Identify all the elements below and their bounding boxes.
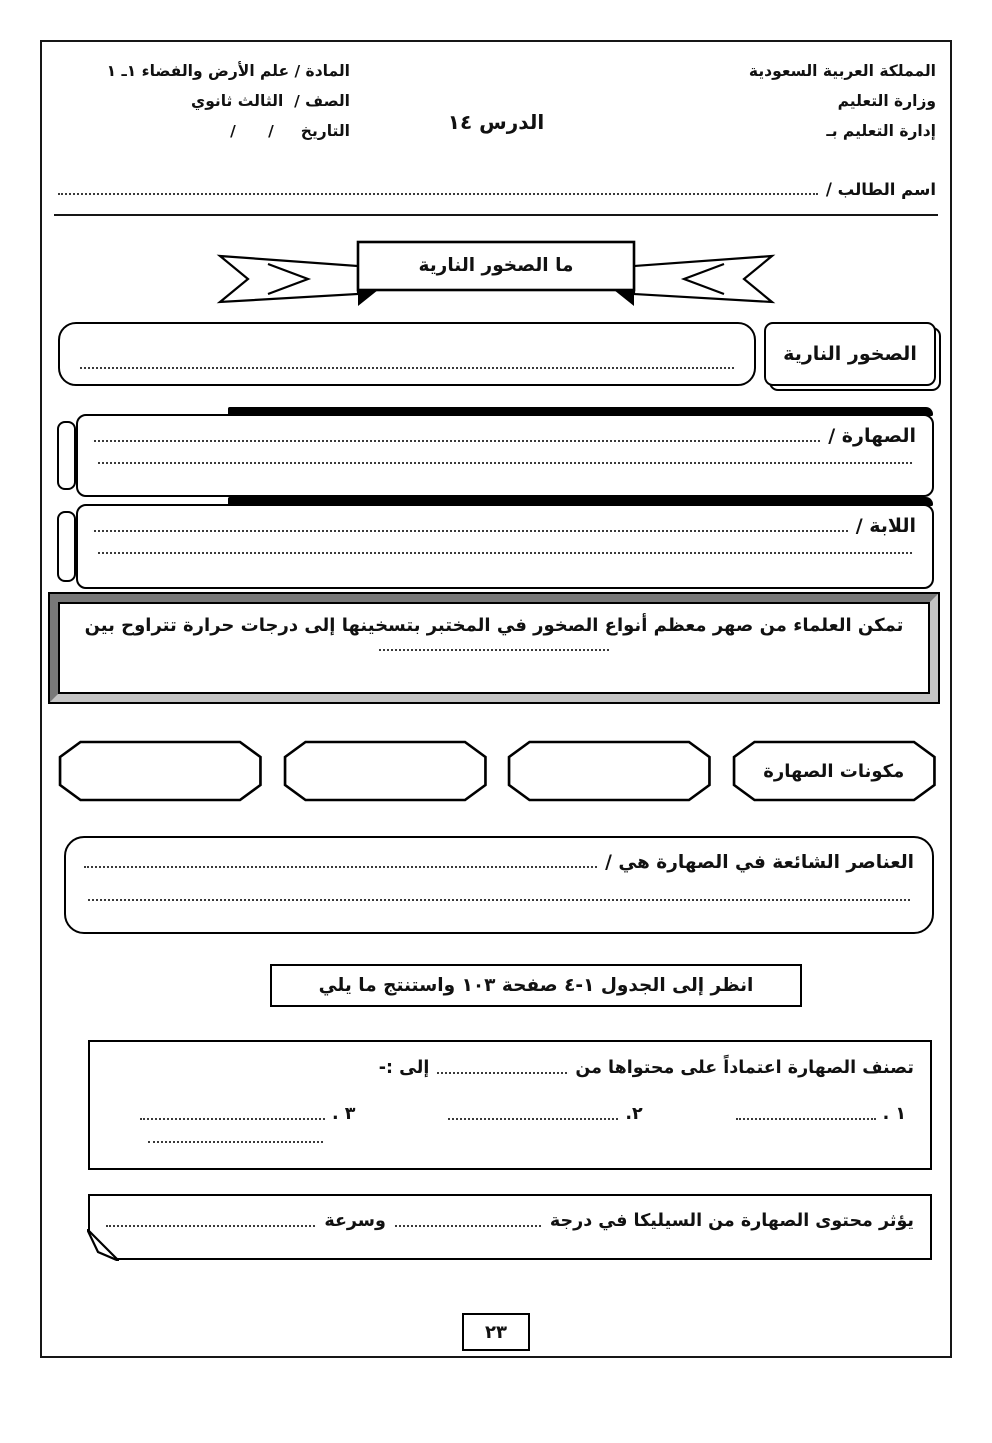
magma-components-row — [58, 740, 936, 802]
igneous-answer-box — [58, 322, 756, 386]
blank-line — [80, 363, 734, 369]
blank-line — [94, 526, 848, 532]
blank-line — [379, 645, 609, 651]
student-name-row — [58, 180, 936, 199]
blank-line — [140, 1114, 325, 1120]
grade-line: الصف / الثالث ثانوي — [190, 92, 350, 110]
scroll-edge — [57, 421, 76, 490]
title-banner — [216, 236, 776, 308]
folded-corner-icon — [87, 1229, 119, 1261]
subject-line: المادة / علم الأرض والفضاء ١ـ ١ — [106, 62, 350, 80]
lesson-title: الدرس ١٤ — [447, 110, 545, 134]
table-reference-note: انظر إلى الجدول ١-٤ صفحة ١٠٣ واستنتج ما يلي — [270, 964, 802, 1007]
worksheet-page — [40, 40, 952, 1358]
elements-label: العناصر الشائعة في الصهارة هي / — [605, 852, 914, 873]
header-divider-line — [54, 214, 938, 216]
scroll-shadow — [228, 497, 933, 506]
blank-line — [98, 458, 912, 464]
octagon-icon — [58, 740, 263, 802]
blank-line — [148, 1137, 323, 1143]
org-line-ministry: وزارة التعليم — [837, 92, 936, 110]
date-line: التاريخ / / — [230, 122, 350, 140]
scroll-shadow — [228, 407, 933, 416]
igneous-label-box: الصخور النارية — [764, 322, 936, 386]
item-number: ٣ . — [332, 1104, 356, 1124]
blank-line — [106, 1221, 315, 1227]
classify-tail-text: إلى :- — [378, 1058, 430, 1078]
magma-definition-box — [76, 414, 934, 497]
melt-note-text: تمكن العلماء من صهر معظم أنواع الصخور في المختبر بتسخينها إلى درجات حرارة تتراوح بين — [84, 615, 904, 636]
blank-line — [437, 1068, 567, 1074]
blank-line — [94, 436, 820, 442]
org-line-country: المملكة العربية السعودية — [748, 62, 936, 80]
common-elements-box — [64, 836, 934, 934]
silica-text-2: وسرعة — [324, 1211, 386, 1231]
component-blank-shape — [283, 740, 488, 802]
scroll-edge — [57, 511, 76, 582]
blank-line — [84, 862, 597, 868]
components-label: مكونات الصهارة — [763, 760, 905, 782]
component-blank-shape — [58, 740, 263, 802]
blank-line — [88, 895, 910, 901]
magma-label: الصهارة / — [828, 425, 916, 447]
blank-line — [395, 1221, 541, 1227]
lava-definition-box — [76, 504, 934, 589]
octagon-icon — [507, 740, 712, 802]
classify-item-3 — [140, 1104, 355, 1124]
component-blank-shape — [507, 740, 712, 802]
classification-box — [88, 1040, 932, 1170]
item-number: ٢. — [625, 1104, 643, 1124]
student-name-blank-line — [58, 189, 818, 195]
item-number: ١ . — [882, 1104, 906, 1124]
silica-text-1: يؤثر محتوى الصهارة من السيليكا في درجة — [549, 1211, 914, 1231]
octagon-icon — [283, 740, 488, 802]
blank-line — [448, 1114, 618, 1120]
silica-effect-box — [88, 1194, 932, 1260]
lava-label: اللابة / — [855, 515, 916, 537]
blank-line — [736, 1114, 876, 1120]
components-label-shape — [732, 740, 937, 802]
igneous-definition-section — [58, 322, 936, 386]
org-line-administration: إدارة التعليم بـ — [826, 122, 936, 140]
banner-title: ما الصخور النارية — [418, 255, 574, 276]
classify-item-1 — [736, 1104, 906, 1124]
blank-line — [98, 548, 912, 554]
page-number: ٢٣ — [462, 1313, 530, 1351]
classify-lead-text: تصنف الصهارة اعتماداً على محتواها من — [575, 1058, 914, 1078]
classify-item-2 — [448, 1104, 642, 1124]
melt-note-box — [50, 594, 938, 702]
student-name-label: اسم الطالب / — [825, 180, 936, 199]
